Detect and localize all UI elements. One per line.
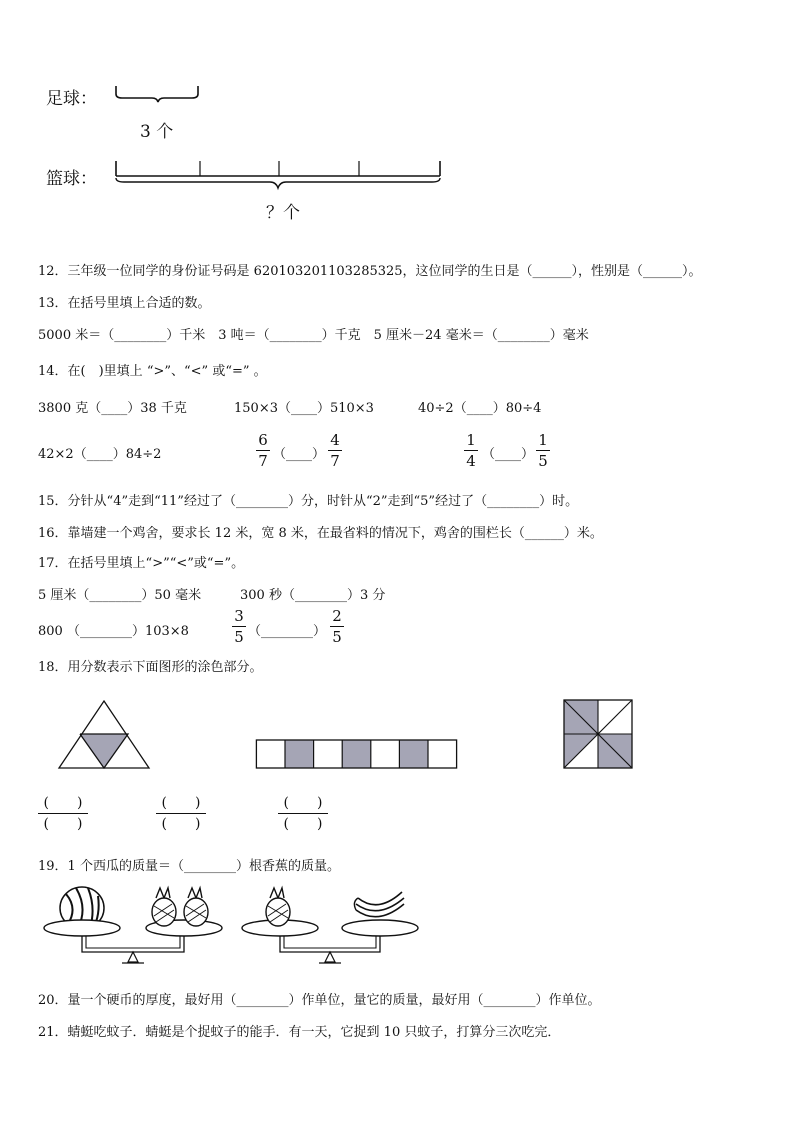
numerator: 3 bbox=[234, 607, 244, 625]
question-14-b: 150×3（____）510×3 bbox=[234, 401, 374, 416]
fraction-bar bbox=[256, 450, 270, 451]
basketball-count: ？个 bbox=[266, 203, 300, 223]
pineapple-icon bbox=[152, 888, 176, 926]
question-18: 18．用分数表示下面图形的涂色部分。 bbox=[38, 660, 263, 675]
question-14-a: 3800 克（____）38 千克 bbox=[38, 401, 187, 416]
question-14-c: 40÷2（____）80÷4 bbox=[418, 401, 542, 416]
fraction-bar bbox=[278, 813, 328, 814]
denominator: 7 bbox=[258, 452, 268, 470]
denominator: 5 bbox=[234, 628, 244, 646]
answer-fraction-1[interactable] bbox=[38, 794, 88, 833]
question-21: 21．蜻蜓吃蚊子．蜻蜓是个捉蚊子的能手．有一天，它捉到 10 只蚊子，打算分三次吃完． bbox=[38, 1025, 561, 1040]
basketball-label: 篮球： bbox=[46, 169, 97, 189]
question-17-c: 800 （________）103×8 bbox=[38, 624, 189, 639]
banana-icon bbox=[354, 892, 404, 917]
question-13: 13．在括号里填上合适的数。 bbox=[38, 296, 211, 311]
denominator-blank[interactable]: ( ) bbox=[161, 816, 201, 832]
denominator: 5 bbox=[538, 452, 548, 470]
football-count: 3 个 bbox=[140, 122, 174, 142]
numerator-blank[interactable]: ( ) bbox=[161, 795, 201, 811]
fraction-1-5 bbox=[536, 431, 550, 470]
question-17-b: 300 秒（________）3 分 bbox=[240, 588, 386, 603]
pineapple-icon bbox=[266, 888, 290, 926]
fraction-3-5 bbox=[232, 607, 246, 646]
triangle-figure bbox=[56, 698, 152, 772]
denominator: 7 bbox=[330, 452, 340, 470]
denominator-blank[interactable]: ( ) bbox=[283, 816, 323, 832]
fraction-bar bbox=[330, 626, 344, 627]
football-label: 足球： bbox=[46, 89, 97, 109]
question-17-a: 5 厘米（________）50 毫米 bbox=[38, 588, 202, 603]
question-20: 20．量一个硬币的厚度，最好用（________）作单位，量它的质量，最好用（________）作单位。 bbox=[38, 993, 601, 1008]
balance-scale-left bbox=[38, 880, 230, 972]
blank: （________） bbox=[248, 624, 327, 639]
question-14: 14．在( )里填上 “>”、“<” 或“=” 。 bbox=[38, 364, 267, 379]
numerator: 2 bbox=[332, 607, 342, 625]
fraction-bar bbox=[464, 450, 478, 451]
fraction-1-4 bbox=[464, 431, 478, 470]
square-figure bbox=[562, 698, 634, 770]
numerator: 1 bbox=[538, 431, 548, 449]
question-13-line: 5000 米＝（________）千米 3 吨＝（________）千克 5 厘米－24 毫米＝（________）毫米 bbox=[38, 328, 589, 343]
question-19: 19．1 个西瓜的质量＝（________）根香蕉的质量。 bbox=[38, 859, 340, 874]
question-17: 17．在括号里填上“>”“<”或“=”。 bbox=[38, 556, 245, 571]
blank: （____） bbox=[273, 447, 326, 462]
fraction-2-5 bbox=[330, 607, 344, 646]
denominator-blank[interactable]: ( ) bbox=[43, 816, 83, 832]
answer-fraction-2[interactable] bbox=[156, 794, 206, 833]
denominator: 4 bbox=[466, 452, 476, 470]
fraction-4-7 bbox=[328, 431, 342, 470]
fraction-bar bbox=[328, 450, 342, 451]
question-15: 15．分针从“4”走到“11”经过了（________）分，时针从“2”走到“5”经过了（________）时。 bbox=[38, 494, 579, 509]
numerator: 1 bbox=[466, 431, 476, 449]
numerator-blank[interactable]: ( ) bbox=[43, 795, 83, 811]
numerator-blank[interactable]: ( ) bbox=[283, 795, 323, 811]
numerator: 6 bbox=[258, 431, 268, 449]
basketball-bar bbox=[110, 158, 450, 194]
question-14-d: 42×2（____）84÷2 bbox=[38, 447, 162, 462]
strip-figure bbox=[255, 738, 461, 770]
numerator: 4 bbox=[330, 431, 340, 449]
pineapple-icon bbox=[184, 888, 208, 926]
answer-fraction-3[interactable] bbox=[278, 794, 328, 833]
blank: （____） bbox=[482, 447, 535, 462]
fraction-bar bbox=[232, 626, 246, 627]
fraction-bar bbox=[38, 813, 88, 814]
question-16: 16．靠墙建一个鸡舍，要求长 12 米，宽 8 米，在最省料的情况下，鸡舍的围栏长（______）米。 bbox=[38, 526, 603, 541]
fraction-bar bbox=[156, 813, 206, 814]
question-12: 12．三年级一位同学的身份证号码是 620103201103285325，这位同学的生日是（______），性别是（______）。 bbox=[38, 264, 702, 279]
balance-scale-right bbox=[238, 880, 422, 972]
denominator: 5 bbox=[332, 628, 342, 646]
fraction-bar bbox=[536, 450, 550, 451]
football-brace bbox=[110, 84, 205, 106]
fraction-6-7 bbox=[256, 431, 270, 470]
